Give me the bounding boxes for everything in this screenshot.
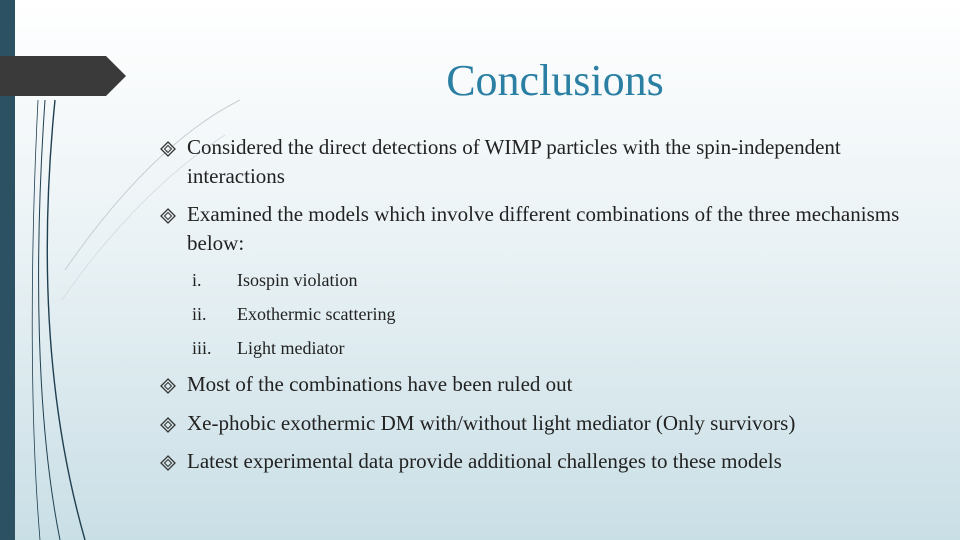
diamond-outline-icon <box>160 417 176 433</box>
bullet-item <box>160 200 920 258</box>
bullet-text: Latest experimental data provide additional challenges to these models <box>187 449 782 473</box>
sub-item-text: Exothermic scattering <box>237 304 396 324</box>
diamond-outline-icon <box>160 141 176 157</box>
bullet-item <box>160 409 920 438</box>
sub-item-number: i. <box>192 270 202 290</box>
sub-list-item <box>192 336 344 360</box>
bullet-text: Most of the combinations have been ruled out <box>187 372 573 396</box>
diamond-outline-icon <box>160 378 176 394</box>
sub-item-text: Light mediator <box>237 338 345 358</box>
sub-list-item <box>192 302 395 326</box>
sub-list-item <box>192 268 358 292</box>
sub-item-text: Isospin violation <box>237 270 358 290</box>
bullet-text: Examined the models which involve different combinations of the three mechanisms below: <box>187 202 900 255</box>
slide-title: Conclusions <box>446 56 664 105</box>
bullet-item <box>160 370 920 399</box>
title-tab-shape <box>0 56 126 96</box>
diamond-outline-icon <box>160 455 176 471</box>
bullet-text: Considered the direct detections of WIMP particles with the spin-independent interactions <box>187 135 841 188</box>
bullet-item <box>160 133 920 191</box>
bullet-text: Xe-phobic exothermic DM with/without light mediator (Only survivors) <box>187 411 796 435</box>
sub-item-number: iii. <box>192 338 212 358</box>
diamond-outline-icon <box>160 208 176 224</box>
bullet-item <box>160 447 920 476</box>
sub-item-number: ii. <box>192 304 207 324</box>
